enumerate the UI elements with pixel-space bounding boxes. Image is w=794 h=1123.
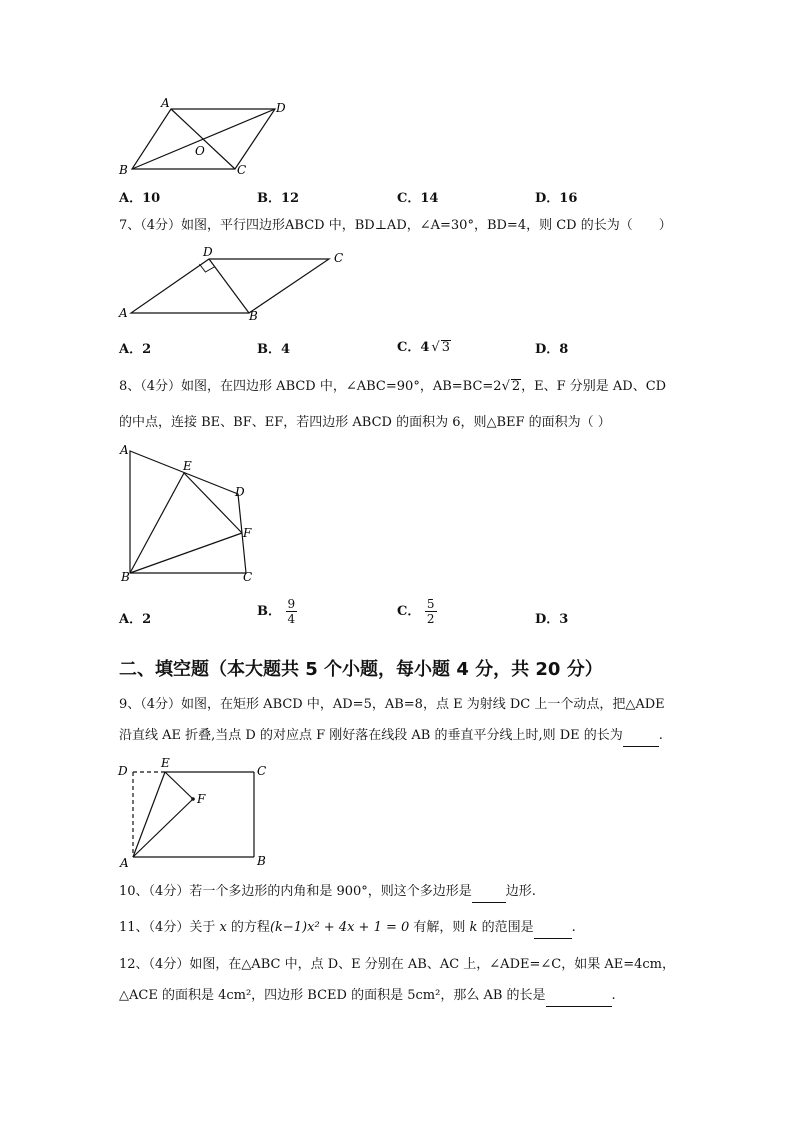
q8-label-D: D: [235, 485, 245, 499]
q11-end: .: [571, 920, 576, 935]
q8-option-b: [257, 597, 297, 626]
q8-option-a: A．2: [119, 612, 152, 627]
q8-option-b-prefix: B．: [257, 604, 281, 619]
q12-line2-post: .: [611, 988, 616, 1003]
q7-option-c-radicand: 3: [441, 340, 450, 355]
q9-figure: [115, 757, 280, 869]
q10-post: 边形.: [505, 884, 536, 899]
q6-option-d: D．16: [535, 191, 578, 206]
q8-line1-radicand: 2: [511, 379, 521, 394]
q9-line2: [119, 726, 663, 747]
q6-option-c: C．14: [397, 191, 439, 206]
q8-option-c-numerator: 5: [426, 597, 435, 611]
q6-label-B: B: [119, 163, 128, 177]
q9-label-D: D: [118, 764, 128, 778]
q9-label-C: C: [257, 764, 267, 778]
q8-line1-pre: 8、（4分）如图，在四边形 ABCD 中，∠ABC=90°，AB=BC=2: [119, 379, 502, 394]
q7-option-c-prefix: C．4: [397, 340, 430, 355]
q9-answer-blank[interactable]: [623, 726, 659, 747]
q7-label-A: A: [119, 306, 128, 320]
q10-text: [119, 882, 536, 903]
q7-option-a: A．2: [119, 342, 152, 357]
q11-post: 的范围是: [477, 920, 534, 935]
q9-label-A: A: [120, 856, 129, 869]
q6-option-a: A．10: [119, 191, 161, 206]
q8-label-E: E: [183, 459, 192, 473]
q9-label-E: E: [161, 757, 170, 770]
q8-option-c-fraction: [425, 597, 437, 626]
q8-option-b-fraction: [286, 597, 298, 626]
q6-label-O: O: [195, 144, 205, 158]
q10-answer-blank[interactable]: [472, 882, 506, 903]
q11-mid: 的方程: [226, 920, 270, 935]
q9-label-B: B: [257, 854, 266, 868]
q9-line1: 9、（4分）如图，在矩形 ABCD 中，AD=5，AB=8，点 E 为射线 DC 上一个动点，把△ADE: [119, 697, 665, 712]
q8-option-d: D．3: [535, 612, 569, 627]
q8-line1: 8、（4分）如图，在四边形 ABCD 中，∠ABC=90°，AB=BC=2√ 2，E、F 分别是 AD、CD: [119, 379, 667, 394]
q8-label-C: C: [243, 570, 253, 584]
q7-option-c: C．4 √ 3: [397, 340, 450, 355]
q8-option-c-denominator: 2: [426, 612, 435, 626]
q8-label-A: A: [120, 443, 129, 457]
q9-line2-post: .: [658, 728, 663, 743]
q8-label-F: F: [243, 526, 252, 540]
section-title: 二、填空题（本大题共 5 个小题，每小题 4 分，共 20 分）: [119, 659, 603, 680]
q8-option-c-prefix: C．: [397, 604, 421, 619]
q9-line2-pre: 沿直线 AE 折叠,当点 D 的对应点 F 刚好落在线段 AB 的垂直平分线上时,则 DE 的长为: [119, 728, 623, 743]
q10-pre: 10、（4分）若一个多边形的内角和是 900°，则这个多边形是: [119, 884, 472, 899]
q6-label-A: A: [161, 96, 170, 110]
q7-figure: [115, 243, 355, 323]
q12-line2: [119, 986, 616, 1007]
q7-option-b: B．4: [257, 342, 291, 357]
q11-variable-x: x: [219, 920, 227, 935]
q7-label-D: D: [203, 245, 213, 259]
q8-line1-post: ，E、F 分别是 AD、CD: [521, 379, 667, 394]
q11-pre: 11、（4分）关于: [119, 920, 220, 935]
q8-option-b-denominator: 4: [287, 612, 296, 626]
q6-option-b: B．12: [257, 191, 300, 206]
q12-line2-pre: △ACE 的面积是 4cm²，四边形 BCED 的面积是 5cm²，那么 AB 的长是: [119, 988, 546, 1003]
q11-answer-blank[interactable]: [534, 918, 572, 939]
q9-label-F: F: [197, 792, 206, 806]
q7-option-d: D．8: [535, 342, 569, 357]
q8-option-b-numerator: 9: [287, 597, 296, 611]
q11-variable-k: k: [469, 920, 478, 935]
q11-post-pre: 有解，则: [409, 920, 470, 935]
q8-figure: [115, 440, 275, 585]
q11-equation: (k−1)x² + 4x + 1 = 0: [269, 920, 410, 935]
q8-label-B: B: [121, 570, 130, 584]
q6-label-C: C: [237, 163, 247, 177]
q11-text: [119, 918, 576, 939]
q6-label-D: D: [276, 101, 286, 115]
q8-line2: 的中点，连接 BE、BF、EF，若四边形 ABCD 的面积为 6，则△BEF 的面积为（ ）: [119, 415, 611, 430]
q8-option-c: [397, 597, 437, 626]
q7-text: 7、（4分）如图，平行四边形ABCD 中，BD⊥AD，∠A=30°，BD=4，则 CD 的长为（ ）: [119, 218, 672, 233]
q7-label-B: B: [249, 309, 258, 323]
q12-answer-blank[interactable]: [546, 986, 612, 1007]
q6-figure: [115, 95, 295, 180]
q12-line1: 12、（4分）如图，在△ABC 中，点 D、E 分别在 AB、AC 上，∠ADE=∠C，如果 AE=4cm，: [119, 957, 675, 972]
q7-label-C: C: [334, 251, 344, 265]
